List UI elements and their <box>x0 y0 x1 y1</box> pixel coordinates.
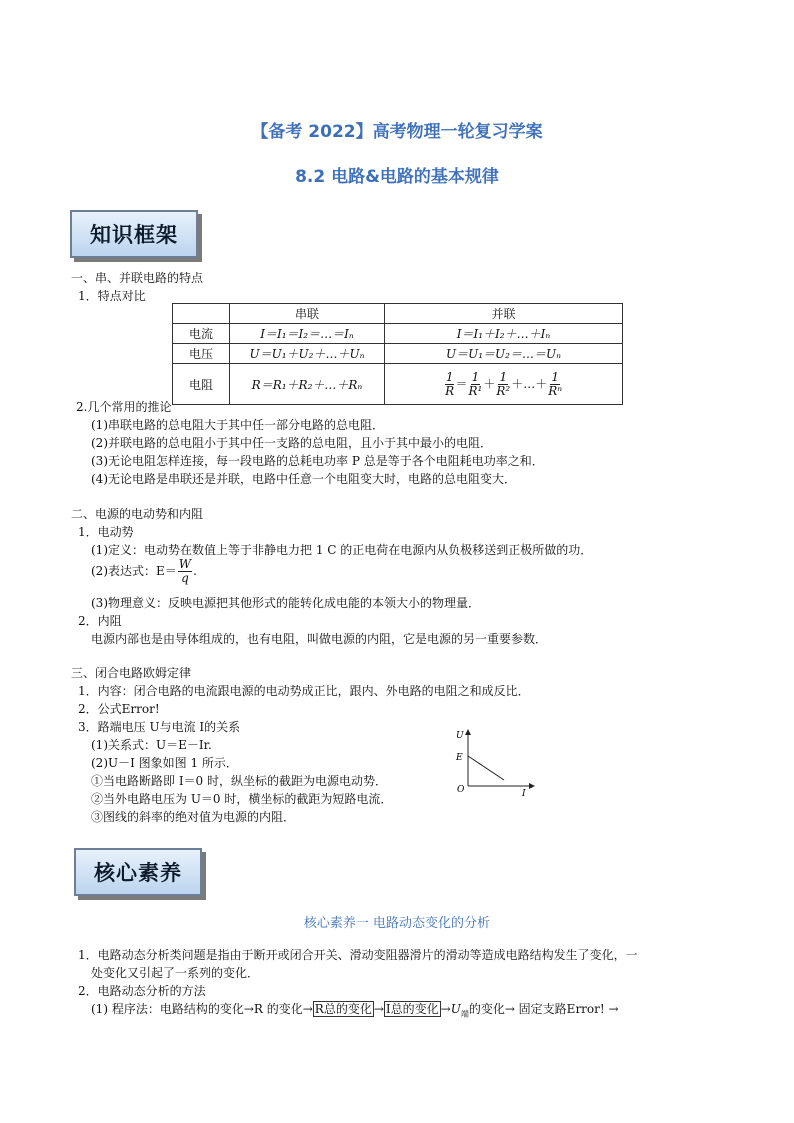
section2-sub2: 2．内阻 <box>78 614 122 628</box>
relation-formula: (1)关系式：U＝E－Ir. <box>91 738 212 752</box>
col-header-parallel: 并联 <box>385 304 623 324</box>
ui-graph <box>448 722 540 798</box>
section2-sub1: 1．电动势 <box>78 525 134 539</box>
cell-series: R＝R₁＋R₂＋…＋Rₙ <box>230 364 385 405</box>
cell-series: I＝I₁＝I₂＝…＝Iₙ <box>230 324 385 344</box>
terminal-voltage-heading: 3．路端电压 U与电流 I的关系 <box>78 720 241 734</box>
fraction: $\frac{1}{R}$ <box>445 369 455 398</box>
i-axis-label: I <box>522 789 526 798</box>
table-row <box>173 324 623 344</box>
section1-sub2: 2.几个常用的推论 <box>76 400 172 414</box>
table-row <box>173 344 623 364</box>
section-badge-knowledge: 知识框架 <box>70 210 198 258</box>
list-item: (1)串联电路的总电阻大于其中任一部分电路的总电阻． <box>91 418 385 432</box>
cell-parallel-formula: $\frac{1}{R}$ ＝ $\frac{1}{\text{R¹}}$ ＋ $\frac{1}{\text{R²}}$ ＋…＋ $\frac{1}{\text{Rⁿ}}$ <box>385 364 623 405</box>
row-label: 电压 <box>173 344 230 364</box>
section3-heading: 三、闭合电路欧姆定律 <box>71 666 192 680</box>
table-corner <box>173 304 230 324</box>
internal-resistance-text: 电源内部也是由导体组成的，也有电阻，叫做电源的内阻，它是电源的另一重要参数． <box>91 632 548 646</box>
list-item: (4)无论电路是串联还是并联，电路中任意一个电阻变大时，电路的总电阻变大． <box>91 472 517 486</box>
emf-definition: (1)定义：电动势在数值上等于非静电力把 1 C 的正电荷在电源内从负极移送到正极所做的功． <box>91 543 593 557</box>
ui-line <box>468 756 504 780</box>
table-row <box>173 364 623 405</box>
col-header-series: 串联 <box>230 304 385 324</box>
method-heading: 2．电路动态分析的方法 <box>78 984 206 998</box>
core-section-title: 核心素养一 电路动态变化的分析 <box>303 916 491 931</box>
list-item: (2)并联电路的总电阻小于其中任一支路的总电阻，且小于其中最小的电阻． <box>91 436 493 450</box>
row-label: 电流 <box>173 324 230 344</box>
doc-title: 【备考 2022】高考物理一轮复习学案 <box>251 122 543 142</box>
section1-heading: 一、串、并联电路的特点 <box>71 271 204 285</box>
cell-parallel: I＝I₁＋I₂＋…＋Iₙ <box>385 324 623 344</box>
row-label: 电阻 <box>173 364 230 405</box>
fraction: $\frac{1}{\text{R²}}$ <box>496 369 511 398</box>
i-total-box: I总的变化 <box>385 1002 439 1016</box>
list-item: (3)无论电阻怎样连接，每一段电路的总耗电功率 P 总是等于各个电阻耗电功率之和． <box>91 454 544 468</box>
procedure-method: (1) 程序法：电路结构的变化→R 的变化→ R总的变化 → I总的变化 $\to U_端$的变化→ 固定支路Error! → <box>91 1002 619 1019</box>
dynamic-analysis-text-cont: 处变化又引起了一系列的变化． <box>91 966 260 980</box>
ohm-content: 1．内容：闭合电路的电流跟电源的电动势成正比，跟内、外电路的电阻之和成反比． <box>78 684 530 698</box>
cell-series: U＝U₁＋U₂＋…＋Uₙ <box>230 344 385 364</box>
dynamic-analysis-text: 1．电路动态分析类问题是指由于断开或闭合开关、滑动变阻器滑片的滑动等造成电路结构发生了变化，一 <box>78 948 638 962</box>
ui-graph-note: (2)U－I 图象如图 1 所示． <box>91 756 238 770</box>
ohm-formula: 2．公式Error! <box>78 702 160 716</box>
section2-heading: 二、电源的电动势和内阻 <box>71 507 204 521</box>
u-axis-label: U <box>456 731 464 741</box>
point-item: ③图线的斜率的绝对值为电源的内阻． <box>91 810 296 824</box>
origin-label: O <box>457 785 465 795</box>
emf-expression: (2)表达式：E＝ $\frac{W}{q}$ . <box>91 557 197 585</box>
r-total-box: R总的变化 <box>314 1002 372 1016</box>
section-badge-core: 核心素养 <box>74 848 202 896</box>
section1-sub1: 1．特点对比 <box>78 289 146 303</box>
comparison-table <box>172 303 623 405</box>
fraction: $\frac{W}{q}$ <box>178 557 192 585</box>
point-item: ②当外电路电压为 U＝0 时，横坐标的截距为短路电流． <box>91 792 393 806</box>
emf-meaning: (3)物理意义：反映电源把其他形式的能转化成电能的本领大小的物理量． <box>91 596 481 610</box>
fraction: $\frac{1}{\text{R¹}}$ <box>468 369 483 398</box>
doc-subtitle: 8.2 电路&电路的基本规律 <box>295 167 499 187</box>
fraction: $\frac{1}{\text{Rⁿ}}$ <box>548 369 563 398</box>
cell-parallel: U＝U₁＝U₂＝…＝Uₙ <box>385 344 623 364</box>
e-label: E <box>456 753 463 763</box>
point-item: ①当电路断路即 I＝0 时，纵坐标的截距为电源电动势． <box>91 774 388 788</box>
